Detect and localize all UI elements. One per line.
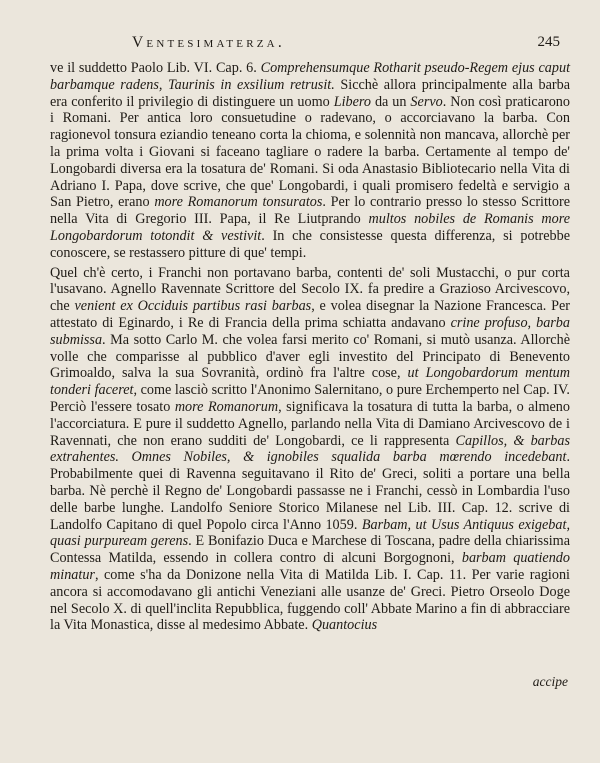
- running-title: Ventesimaterza.: [132, 34, 285, 51]
- text-run: , e volea disegnar la Nazione Francesca. Per attestato di Eginardo, i Re di Francia della prima schiatta andavano: [50, 298, 570, 331]
- text-run: da un: [371, 93, 411, 110]
- italic-quotation: crine profuso, barba submissa: [50, 314, 570, 348]
- italic-quotation: Servo: [410, 93, 443, 110]
- italic-quotation: Comprehensumque Rotharit pseudo-Regem ejus caput barbamque radens, Taurinis in exsilium retrusit.: [50, 60, 571, 93]
- italic-quotation: Capillos, & barbas extrahentes. Omnes Nobiles, & ignobiles squalida barba mœrendo incedebant: [50, 432, 571, 466]
- text-run: . Non così praticarono i Romani. Per antica loro consuetudine o radevano, o accorciavano la barba. Con ragionevol tonsura eziandio teneano corta la chioma, e solennità non mancava, allorchè per la prima volta i Giovani si faceano tagliare o radere la barba. Certamente al tempo de' Longobardi diversa era la tosatura de' Romani. Si oda Anastasio Bibliotecario nella Vita di Adriano I. Papa, dove scrive, che que' Longobardi, i quali promisero fedeltà e servigio a San Pietro, erano: [50, 93, 570, 211]
- italic-quotation: ut Longobardorum mentum tonderi faceret: [50, 365, 571, 399]
- italic-quotation: Libero: [333, 93, 372, 110]
- italic-quotation: more Romanorum tonsuratos: [154, 194, 323, 211]
- italic-quotation: multos nobiles de Romanis more Longobardorum totondit & vestivit: [50, 211, 571, 244]
- catchword: accipe: [532, 674, 568, 689]
- text-run: ve il suddetto Paolo Lib. VI. Cap. 6.: [50, 60, 261, 76]
- page-number: 245: [537, 34, 560, 50]
- text-run: Quel ch'è certo, i Franchi non portavano barba, contenti de' soli Mustacchi, o pur corta l'usavano. Agnello Ravennate Scrittore del Secolo IX. fa predire a Grazioso Arcivescovo, che: [50, 264, 570, 315]
- paragraph: [50, 60, 570, 262]
- text-run: , significava la tosatura di tutta la barba, o almeno l'accorciatura. E pure il suddetto Agnello, parlando nella Vita di Damiano Arcivescovo de i Ravennati, che non erano sudditi de' Longobardi, ce li rappresenta: [50, 398, 570, 449]
- body-text: [50, 60, 570, 637]
- text-run: Sicchè allora principalmente alla barba era conferito il privilegio di distinguere un uomo: [50, 76, 570, 110]
- italic-quotation: more Romanorum: [174, 398, 279, 415]
- text-run: . Per lo contrario presso lo stesso Scrittore nella Vita di Gregorio III. Papa, il Re Liutprando: [50, 194, 570, 228]
- italic-quotation: barbam quatiendo minatur: [50, 550, 570, 583]
- text-run: . In che consistesse questa differenza, si potrebbe conoscere, se restassero pitture di que' tempi.: [50, 227, 570, 261]
- text-run: , come lasciò scritto l'Anonimo Salernitano, o pure Erchemperto nel Cap. IV. Perciò l'essere tosato: [50, 382, 570, 415]
- page-header: [50, 34, 560, 56]
- text-run: , come s'ha da Donizone nella Vita di Matilda Lib. I. Cap. 11. Per varie ragioni ancora si accomodavano gli antichi Veneziani alle usanze de' Greci. Pietro Orseolo Doge nel Secolo X. di quell'inclita Repubblica, fuggendo coll' Abbate Marino a fin di abbracciare la Vita Monastica, disse al medesimo Abbate.: [50, 566, 570, 634]
- text-run: . Ma sotto Carlo M. che volea farsi merito co' Romani, si mutò usanza. Allorchè volle che comparisse al pubblico d'aver egli investito del Principato di Benevento Grimoaldo, salva la sua Sovranità, ordinò fra l'altre cose,: [50, 331, 570, 382]
- italic-quotation: Quantocius: [311, 617, 378, 634]
- italic-quotation: venient ex Occiduis partibus rasi barbas: [74, 298, 312, 315]
- text-run: . Probabilmente quei di Ravenna seguitavano il Rito de' Greci, soliti a portare una bella barba. Nè perchè il Regno de' Longobardi passasse ne i Franchi, cessò in Lombardia l'uso delle barbe lunghe. Landolfo Seniore Storico Milanese nel Lib. III. Cap. 12. scrive di Landolfo Capitano di quel Popolo circa l'Anno 1059.: [50, 449, 570, 533]
- paragraph: [50, 265, 570, 635]
- italic-quotation: Barbam, ut Usus Antiquus exigebat, quasi purpuream gerens: [50, 516, 570, 550]
- text-run: . E Bonifazio Duca e Marchese di Toscana, padre della chiarissima Contessa Matilda, essendo in collera contro di alcuni Borgognoni,: [50, 533, 570, 567]
